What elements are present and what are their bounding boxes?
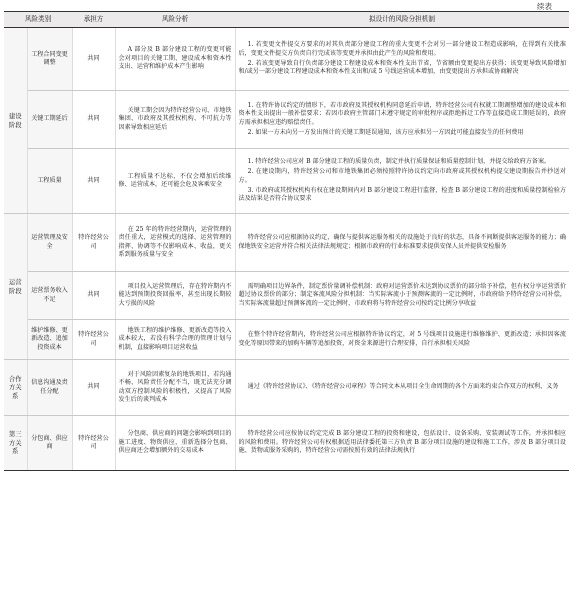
risk-item-cell-text: 关键工期延后 [31, 115, 68, 123]
responsible-party-cell-text: 特许经营公司 [78, 434, 109, 450]
risk-mechanism-cell [235, 149, 569, 214]
risk-analysis-cell-text: 对于风险因素复杂的地铁项目，若沟通不畅、风险责任分配不当，既无法充分调动双方控制风险的积极性，又提高了风险发生后的谈判成本 [118, 370, 232, 403]
risk-category-cell: 建设阶段 [4, 28, 27, 214]
table-row [4, 28, 569, 91]
table-row [4, 214, 569, 272]
risk-analysis-cell-text: 项目投入运营管理后，存在特许期内不能达到预期投资回报率，甚至出现长期较大亏损的风险 [118, 282, 232, 307]
risk-analysis-cell-text: 分包商、供应商的问题会影响到项目的施工进度、物资供应，重新选择分包商、供应商还会增加额外的交易成本 [118, 430, 232, 455]
mechanism-paragraph: 在整个特许经营期内，特许经营公司应根据特许协议约定，对 5 号线项目设施进行维修维护、更新改造；承担因客流变化等原因带来的加购车辆等追加投资，对资金来源进行合理安排，自行承担相关风险 [238, 331, 566, 347]
risk-analysis-cell [115, 320, 235, 360]
risk-item-cell-text: 分包商、供应商 [31, 434, 68, 450]
responsible-party-cell [72, 149, 115, 214]
risk-analysis-cell [115, 360, 235, 416]
responsible-party-cell [72, 272, 115, 320]
risk-analysis-cell-text: 工程质量不达标，不仅会增加后续维修、运营成本，还可能会危及客乘安全 [118, 172, 232, 188]
risk-item-cell-text: 运营管理及安全 [31, 234, 68, 250]
table-row [4, 416, 569, 471]
risk-item-cell [27, 360, 72, 416]
risk-item-cell-text: 运营票务收入不足 [31, 287, 68, 303]
mechanism-paragraph: 1. 特许经营公司应对 B 部分建设工程的质量负责，制定并执行质量保证和质量控制计划，并提交给政府方备案。 [247, 158, 551, 166]
responsible-party-cell [72, 214, 115, 272]
risk-item-cell-text: 维护维修、更新改造、追加投资成本 [31, 326, 68, 351]
risk-category-cell: 合作方关系 [4, 360, 27, 416]
risk-analysis-cell [115, 149, 235, 214]
risk-item-cell [27, 91, 72, 149]
mechanism-paragraph: 1. 在特许协议约定的情形下，若市政府及其授权机构同意延后申请，特许经营公司有权就工期调整增加的建设成本和资本性支出提出一般补偿要求；若因市政府主管部门未遵守规定的审批程序或拒绝拆迁工作等直接造成工期延误的，政府方需承担相应违约赔偿责任。 [238, 101, 566, 126]
responsible-party-cell-text: 共同 [87, 115, 100, 123]
responsible-party-cell-text: 特许经营公司 [78, 234, 109, 250]
risk-analysis-cell-text: A 部分及 B 部分建设工程的变更可能会对项目的关键工期、建设成本和资本性支出、运营和维护成本产生影响 [118, 46, 232, 71]
header-party: 承担方 [72, 12, 115, 28]
risk-allocation-table [4, 11, 569, 471]
mechanism-paragraph: 3. 市政府或其授权机构有权在建设期间内对 B 部分建设工程进行监督，检查 B 部分建设工程的进度和质量控制检验方法及结果是否符合协议要求 [238, 186, 566, 203]
risk-item-cell [27, 214, 72, 272]
risk-mechanism-cell [235, 272, 569, 320]
responsible-party-cell-text: 共同 [87, 383, 100, 391]
mechanism-paragraph: 2. 若该变更导致自行负责部分建设工程建设成本和资本性支出节省，节省额由变更提出方获得；该变更导致风险增加和/或另一部分建设工程建设成本和资本性支出和/或 5 号线运营成本增加，由变更提出方承担或协商解决 [238, 59, 566, 76]
risk-mechanism-cell [235, 214, 569, 272]
risk-analysis-cell-text: 关键工期会因为特许经营公司、市地铁集团、市政府及其授权机构、不可抗力等因素导致相应延后 [118, 106, 232, 131]
responsible-party-cell-text: 共同 [87, 54, 100, 62]
table-row [4, 360, 569, 416]
responsible-party-cell [72, 91, 115, 149]
risk-item-cell-text: 信息沟通及责任分配 [31, 379, 68, 395]
mechanism-paragraph: 2. 如果一方未向另一方发出预计的关键工期延误通知，该方应承担另一方因此可能直接发生的任何费用 [247, 128, 524, 136]
risk-mechanism-cell [235, 91, 569, 149]
responsible-party-cell [72, 360, 115, 416]
responsible-party-cell [72, 416, 115, 471]
risk-analysis-cell-text: 地铁工程的维护维修、更新改造等投入成本较大，若没有科学合理的管理计划与机制，直接影响项目运营收益 [118, 326, 232, 351]
risk-analysis-cell [115, 91, 235, 149]
responsible-party-cell [72, 320, 115, 360]
risk-mechanism-cell [235, 28, 569, 91]
continued-label: 续表 [537, 2, 552, 11]
header-mechanism: 拟设计的风险分担机制 [235, 12, 569, 28]
risk-item-cell [27, 272, 72, 320]
risk-analysis-cell-text: 在 25 年的特许经营期内，运营管理的责任重大，运营模式的选择、运营管理的指挥、协调等不仅影响成本、收益，更关系到服务质量与安全 [118, 225, 232, 258]
header-analysis: 风险分析 [115, 12, 235, 28]
mechanism-paragraph: 通过《特许经营协议》、《特许经营公司章程》等合同文本从项目全生命周期的各个方面来约束合作双方的权利、义务 [247, 383, 559, 391]
responsible-party-cell-text: 共同 [87, 176, 100, 184]
risk-item-cell [27, 149, 72, 214]
header-category: 风险类别 [4, 12, 72, 28]
risk-analysis-cell [115, 214, 235, 272]
responsible-party-cell-text: 特许经营公司 [78, 331, 109, 347]
risk-analysis-cell [115, 416, 235, 471]
risk-category-cell: 第三方关系 [4, 416, 27, 471]
risk-item-cell [27, 416, 72, 471]
risk-mechanism-cell [235, 416, 569, 471]
risk-analysis-cell [115, 28, 235, 91]
mechanism-paragraph: 需明确项目边界条件，制定票价量调补偿机制：政府对运营票价未达到协议票价的部分给予补偿，但有权分享运营票价超过协议票价的部分；制定客流风险分担机制：当实际客流小于预测客流的一定比例时，市政府给予特许经营公司补偿，当实际客流量超过预测客流的一定比例时，市政府将与特许经营公司按约定比例分享收益 [238, 282, 566, 307]
table-row [4, 91, 569, 149]
responsible-party-cell-text: 共同 [87, 291, 100, 299]
table-row [4, 320, 569, 360]
mechanism-paragraph: 2. 在建设期内，特许经营公司和市地铁集团必须按照特许协议约定向市政府或其授权机构提交建设期报告并抄送对方。 [238, 168, 566, 184]
mechanism-paragraph: 1. 若变更文件提交方要求的对其负责部分建设工程的重大变更不会对另一部分建设工程造成影响，在得到有关批准后，变更文件提交方负责自行完成该等变更并承担由此产生的风险和费用。 [238, 41, 566, 57]
header-row [4, 12, 569, 28]
table-row [4, 272, 569, 320]
risk-item-cell-text: 工程质量 [37, 176, 62, 184]
risk-category-cell: 运营阶段 [4, 214, 27, 360]
risk-item-cell [27, 28, 72, 91]
table-row [4, 149, 569, 214]
risk-item-cell-text: 工程合同变更调整 [31, 50, 68, 66]
mechanism-paragraph: 特许经营公司应根据协议约定，确保与提供客运服务相关的设施处于良好的状态，具备不间断提供客运服务的能力；确保地铁安全运营并符合相关法律法规规定；根据市政府的行业标准要求提供安保人员并提供安检服务 [238, 234, 566, 250]
risk-mechanism-cell [235, 320, 569, 360]
mechanism-paragraph: 特许经营公司应按协议约定完成 B 部分建设工程的投资和建设，包括设计、设备采购、安装调试等工作，并承担相应的风险和费用。特许经营公司有权根据适用法律委托第三方负责 B 部分项目设施的建设和施工工作，涉及 B 部分项目设施、货物或服务采购的，特许经营公司需按照有效的法律法规执行 [238, 430, 566, 455]
risk-mechanism-cell [235, 360, 569, 416]
responsible-party-cell [72, 28, 115, 91]
risk-item-cell [27, 320, 72, 360]
risk-analysis-cell [115, 272, 235, 320]
